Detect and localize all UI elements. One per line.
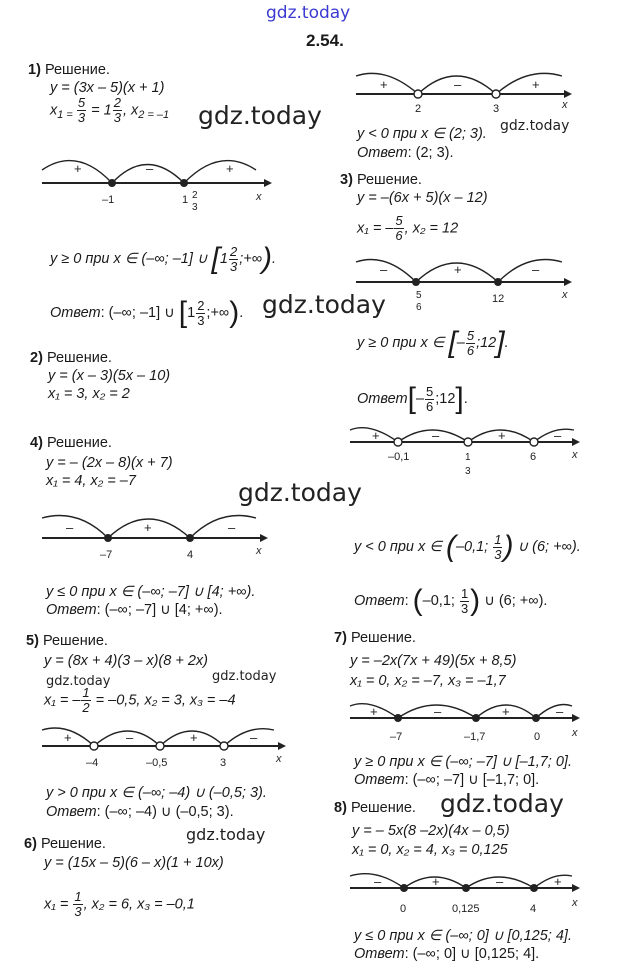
p3-heading: 3) Решение. <box>340 172 422 188</box>
p1-tick-1: –1 <box>102 194 115 206</box>
p3-roots: x₁ = – $\frac{5}{6}$ , x₂ = 12 <box>357 213 459 243</box>
p1-label: 1) <box>28 62 41 78</box>
p2-roots: x₁ = 3, x₂ = 2 <box>48 386 130 402</box>
p8-sign-3: – <box>496 874 504 889</box>
p6-sign-2: – <box>432 428 440 443</box>
p3-sign-2: + <box>454 262 462 277</box>
p3-sign-1: – <box>380 262 388 277</box>
p8-tick-3: 4 <box>530 903 537 915</box>
watermark-3: gdz.today <box>500 118 570 134</box>
p1-roots-mid: = 1 <box>87 102 112 119</box>
p8-tick-1: 0 <box>400 903 407 915</box>
p1-equation: y = (3x – 5)(x + 1) <box>50 80 165 96</box>
p5-tick-3: 3 <box>220 757 227 769</box>
p6-heading: 6) Решение. <box>24 836 106 852</box>
p4-equation: y = – (2x – 8)(x + 7) <box>46 455 173 471</box>
p6-condition: y < 0 при x ∈ (–0,1; $\frac{1}{3}$ ) ∪ (6; +∞). <box>354 530 581 563</box>
p4-number-line <box>42 508 292 568</box>
p1-answer: Ответ: (–∞; –1] ∪ [1 $\frac{2}{3}$ ;+∞). <box>50 296 244 329</box>
p4-sign-2: + <box>144 520 152 535</box>
p1-tick-2: 1 <box>182 194 189 206</box>
p7-answer: Ответ: (–∞; –7] ∪ [–1,7; 0]. <box>354 772 540 788</box>
p8-tick-2: 0,125 <box>452 903 480 915</box>
p2-answer: Ответ: (2; 3). <box>357 145 454 161</box>
p1-answer-label: Ответ <box>50 304 101 321</box>
p2-tick-1: 2 <box>415 103 422 115</box>
p6-tick-1: –0,1 <box>388 451 410 463</box>
p1-tick-2-num: 2 <box>192 190 198 201</box>
watermark-6: gdz.today <box>212 669 277 684</box>
p5-sign-3: + <box>190 730 198 745</box>
p7-tick-3: 0 <box>534 731 541 743</box>
p1-axis-label: x <box>256 191 262 203</box>
watermark-2: gdz.today <box>262 290 386 319</box>
p3-number-line <box>356 252 586 312</box>
p2-sign-1: + <box>380 77 388 92</box>
p2-condition: y < 0 при x ∈ (2; 3). <box>357 126 487 142</box>
p1-heading <box>28 62 110 79</box>
watermark-top: gdz.today <box>266 3 351 23</box>
p6-number-line <box>350 426 590 486</box>
p8-sign-4: + <box>554 874 562 889</box>
p5-axis-label: x <box>276 753 282 765</box>
p4-sign-3: – <box>228 520 236 535</box>
p5-heading: 5) Решение. <box>26 633 108 649</box>
p6-answer: Ответ: (–0,1; $\frac{1}{3}$ ) ∪ (6; +∞). <box>354 584 548 617</box>
p5-sign-2: – <box>126 730 134 745</box>
p6-sign-3: + <box>498 428 506 443</box>
p8-axis-label: x <box>572 897 578 909</box>
p8-roots: x₁ = 0, x₂ = 4, x₃ = 0,125 <box>352 842 508 858</box>
p5-tick-2: –0,5 <box>146 757 168 769</box>
p7-heading: 7) Решение. <box>334 630 416 646</box>
p5-roots: x₁ = – $\frac{1}{2}$ = –0,5, x₂ = 3, x₃ = –4 <box>44 685 236 715</box>
p2-heading: 2) Решение. <box>30 350 112 366</box>
p5-sign-1: + <box>64 730 72 745</box>
p2-sign-2: – <box>454 77 462 92</box>
p6-axis-label: x <box>572 449 578 461</box>
p2-number-line <box>356 66 586 116</box>
p3-tick-2: 12 <box>492 293 505 305</box>
p3-sign-3: – <box>532 262 540 277</box>
p4-tick-2: 4 <box>187 549 194 561</box>
p7-tick-1: –7 <box>390 731 403 743</box>
p5-condition: y > 0 при x ∈ (–∞; –4) ∪ (–0,5; 3). <box>46 785 267 801</box>
p1-root-frac2: $\frac{2}{3}$ <box>113 95 121 125</box>
p3-equation: y = –(6x + 5)(x – 12) <box>357 190 488 206</box>
p7-number-line <box>350 700 600 746</box>
p3-condition: y ≥ 0 при x ∈ [– $\frac{5}{6}$ ;12]. <box>357 326 509 359</box>
p6-sign-4: – <box>554 428 562 443</box>
p4-roots: x₁ = 4, x₂ = –7 <box>46 473 136 489</box>
p4-answer-label: Ответ <box>46 602 97 618</box>
watermark-1: gdz.today <box>198 101 322 130</box>
p8-number-line <box>350 872 600 922</box>
p5-answer-label: Ответ <box>46 804 97 820</box>
p7-sign-4: – <box>556 704 564 719</box>
p5-tick-1: –4 <box>86 757 99 769</box>
p1-number-line <box>42 148 292 213</box>
p7-condition: y ≥ 0 при x ∈ (–∞; –7] ∪ [–1,7; 0]. <box>354 754 572 770</box>
p7-tick-2: –1,7 <box>464 731 486 743</box>
p8-equation: y = – 5x(8 –2x)(4x – 0,5) <box>352 823 510 839</box>
p1-title: Решение. <box>44 62 110 78</box>
p6-equation: y = (15x – 5)(6 – x)(1 + 10x) <box>44 855 224 871</box>
p6-tick-2-den: 3 <box>465 466 471 477</box>
p1-roots-sub1: 1 = <box>57 109 76 122</box>
p4-heading: 4) Решение. <box>30 435 112 451</box>
p7-sign-2: – <box>434 704 442 719</box>
p7-axis-label: x <box>572 727 578 739</box>
watermark-8: gdz.today <box>440 789 564 818</box>
p6-answer-label: Ответ <box>354 592 405 609</box>
p2-axis-label: x <box>562 99 568 111</box>
p4-condition: y ≤ 0 при x ∈ (–∞; –7] ∪ [4; +∞). <box>46 584 256 600</box>
p2-answer-label: Ответ <box>357 145 408 161</box>
p8-answer: Ответ: (–∞; 0] ∪ [0,125; 4]. <box>354 946 540 962</box>
p6-tick-2-num: 1 <box>465 452 471 463</box>
p4-axis-label: x <box>256 545 262 557</box>
p8-sign-2: + <box>432 874 440 889</box>
p2-equation: y = (x – 3)(5x – 10) <box>48 368 171 384</box>
p3-axis-label: x <box>562 289 568 301</box>
p8-condition: y ≤ 0 при x ∈ (–∞; 0] ∪ [0,125; 4]. <box>354 928 572 944</box>
p3-answer: Ответ[– $\frac{5}{6}$ ;12]. <box>357 382 468 415</box>
p8-sign-1: – <box>374 874 382 889</box>
p8-answer-label: Ответ <box>354 946 405 962</box>
p1-roots-x2: , x <box>122 102 139 119</box>
p1-roots-sub2: 2 = –1 <box>138 109 170 122</box>
p3-tick-1-den: 6 <box>416 302 422 313</box>
p5-equation: y = (8x + 4)(3 – x)(8 + 2x) <box>44 653 208 669</box>
p4-tick-1: –7 <box>100 549 113 561</box>
watermark-4: gdz.today <box>238 478 362 507</box>
p3-tick-1-num: 5 <box>416 290 422 301</box>
p1-condition: y ≥ 0 при x ∈ (–∞; –1] ∪ [1 $\frac{2}{3}$ ;+∞). <box>50 242 277 275</box>
p2-tick-2: 3 <box>493 103 500 115</box>
p1-sign-1: + <box>74 161 82 176</box>
p1-roots <box>50 96 169 125</box>
p7-roots: x₁ = 0, x₂ = –7, x₃ = –1,7 <box>350 673 506 689</box>
p7-answer-label: Ответ <box>354 772 405 788</box>
p5-sign-4: – <box>250 730 258 745</box>
p6-tick-3: 6 <box>530 451 537 463</box>
p8-heading: 8) Решение. <box>334 800 416 816</box>
p7-equation: y = –2x(7x + 49)(5x + 8,5) <box>350 653 517 669</box>
p4-answer: Ответ: (–∞; –7] ∪ [4; +∞). <box>46 602 223 618</box>
p1-sign-2: – <box>146 161 154 176</box>
p4-sign-1: – <box>66 520 74 535</box>
p1-root-frac1: $\frac{5}{3}$ <box>77 95 86 125</box>
p6-sign-1: + <box>372 428 380 443</box>
problem-number: 2.54. <box>306 31 344 50</box>
p5-answer: Ответ: (–∞; –4) ∪ (–0,5; 3). <box>46 804 234 820</box>
p1-roots-x1: x <box>50 102 58 119</box>
watermark-5: gdz.today <box>46 674 111 689</box>
p6-roots: x₁ = $\frac{1}{3}$ , x₂ = 6, x₃ = –0,1 <box>44 889 195 919</box>
p7-sign-1: + <box>370 704 378 719</box>
p5-number-line <box>42 724 302 774</box>
p3-answer-label: Ответ <box>357 390 408 407</box>
p7-sign-3: + <box>502 704 510 719</box>
p2-sign-3: + <box>532 77 540 92</box>
p1-sign-3: + <box>226 161 234 176</box>
p1-tick-2-den: 3 <box>192 202 198 213</box>
watermark-7: gdz.today <box>186 825 266 844</box>
